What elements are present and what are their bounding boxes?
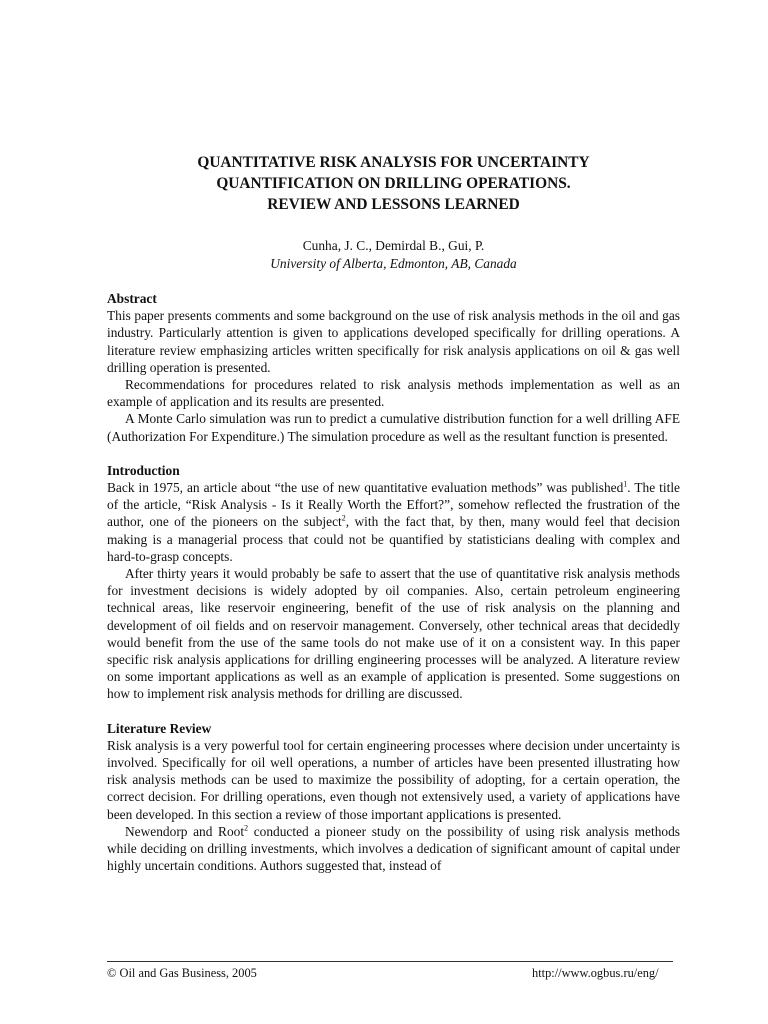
page-content xyxy=(107,152,680,875)
literature-paragraph-2 xyxy=(107,823,680,875)
intro-text-b: . The title of the article, “Risk Analysis - Is it Really Worth the Effort?”, somehow reflected the frustration of the author, one of the pioneers on the subject xyxy=(107,480,680,530)
abstract-paragraph-1: This paper presents comments and some background on the use of risk analysis methods in the oil and gas industry. Particularly attention is given to applications developed specifically for drilling operations. A literature review emphasizing articles written specifically for risk analysis applications on oil & gas well drilling operation is presented. xyxy=(107,308,680,375)
title-line-1: QUANTITATIVE RISK ANALYSIS FOR UNCERTAINTY xyxy=(197,154,590,171)
literature-text-b: conducted a pioneer study on the possibility of using risk analysis methods while deciding on drilling investments, which involves a dedication of significant amount of capital under highly uncertain conditions. Authors suggested that, instead of xyxy=(107,823,680,874)
intro-text-c: , with the fact that, by then, many would feel that decision making is a managerial process that could not be quantified by statisticians dealing with complex and hard-to-grasp concepts. xyxy=(107,514,681,564)
introduction-section xyxy=(107,462,680,703)
literature-paragraph-1: Risk analysis is a very powerful tool for certain engineering processes where decision under uncertainty is involved. Specifically for oil well operations, a number of articles have been presented illustrating how risk analysis methods can be used to maximize the possibility of adopting, for a certain operation, the correct decision. For drilling operations, even though not extensively used, a variety of applications have been developed. In this section a review of those important applications is presented. xyxy=(107,737,680,822)
abstract-paragraph-2: Recommendations for procedures related to risk analysis methods implementation as well as an example of application and its results are presented. xyxy=(107,377,680,410)
paper-title xyxy=(107,152,680,215)
footer-copyright: © Oil and Gas Business, 2005 xyxy=(107,966,257,980)
intro-text-a: Back in 1975, an article about “the use of new quantitative evaluation methods” was published xyxy=(107,480,624,496)
title-line-2: QUANTIFICATION ON DRILLING OPERATIONS. xyxy=(216,175,571,192)
reference-superscript: 2 xyxy=(244,823,249,833)
introduction-paragraph-1 xyxy=(107,479,680,565)
author-list: Cunha, J. C., Demirdal B., Gui, P. xyxy=(302,238,485,253)
affiliation: University of Alberta, Edmonton, AB, Canada xyxy=(270,256,517,271)
abstract-section xyxy=(107,290,680,445)
literature-review-heading: Literature Review xyxy=(107,720,212,736)
abstract-heading: Abstract xyxy=(107,291,157,306)
footer-divider xyxy=(107,961,673,962)
reference-superscript: 2 xyxy=(341,513,346,523)
title-line-3: REVIEW AND LESSONS LEARNED xyxy=(267,196,520,213)
literature-review-section xyxy=(107,720,680,875)
literature-text-a: Newendorp and Root xyxy=(125,823,245,839)
abstract-paragraph-3: A Monte Carlo simulation was run to predict a cumulative distribution function for a well drilling AFE (Authorization For Expenditure.) The simulation procedure as well as the resultant function is presented. xyxy=(107,411,680,444)
introduction-heading: Introduction xyxy=(107,462,180,478)
reference-superscript: 1 xyxy=(623,479,628,489)
footer-url-link[interactable]: http://www.ogbus.ru/eng/ xyxy=(532,966,659,980)
introduction-paragraph-2: After thirty years it would probably be safe to assert that the use of quantitative risk analysis methods for investment decisions is widely adopted by oil companies. Also, certain petroleum engineering technical areas, like reservoir engineering, benefit of the use of risk analysis on the planning and development of oil fields and on reservoir management. Conversely, other technical areas that decidedly would benefit from the use of the same tools do not make use of it on a consistent way. In this paper specific risk analysis applications for drilling engineering processes will be analyzed. A literature review on some important applications as well as an example of application is presented. Some suggestions on how to implement risk analysis methods for drilling are discussed. xyxy=(107,566,680,702)
